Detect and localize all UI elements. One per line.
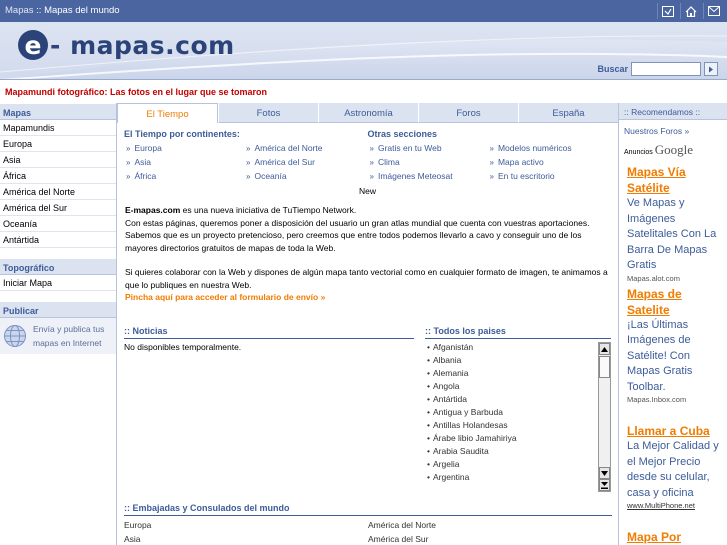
menu-title-continentes: El Tiempo por continentes: bbox=[124, 129, 240, 139]
menu-link-modelos[interactable]: » Modelos numéricos bbox=[488, 143, 588, 156]
scroll-up-button[interactable] bbox=[599, 343, 610, 355]
intro-line1: es una nueva iniciativa de TuTiempo Network. bbox=[180, 205, 357, 215]
logo-badge: e bbox=[18, 30, 48, 60]
scroll-thumb[interactable] bbox=[599, 356, 610, 378]
sidebar-item-africa[interactable]: África bbox=[0, 168, 116, 184]
menu-link-clima[interactable]: » Clima bbox=[368, 157, 488, 170]
arrow-right-icon bbox=[708, 66, 714, 73]
recomendamos-header: :: Recomendamos :: bbox=[619, 103, 727, 120]
left-sidebar bbox=[0, 103, 116, 545]
list-item[interactable]: • Antártida bbox=[425, 394, 611, 407]
menu-link-america-sur[interactable]: » América del Sur bbox=[244, 157, 344, 170]
new-label: New bbox=[358, 186, 376, 196]
paises-panel bbox=[425, 326, 611, 492]
tab-espana[interactable]: España bbox=[518, 103, 618, 123]
main-content bbox=[116, 103, 619, 545]
arrow-down-icon bbox=[601, 471, 608, 476]
intro-brand: E-mapas.com bbox=[125, 205, 181, 215]
list-item[interactable]: • Antigua y Barbuda bbox=[425, 407, 611, 420]
menu-link-europa[interactable]: » Europa bbox=[124, 143, 244, 156]
menu-link-africa[interactable]: » África bbox=[124, 171, 244, 184]
list-item[interactable]: • Argelia bbox=[425, 459, 611, 472]
logo-text: - mapas.com bbox=[50, 30, 235, 60]
search-go-button[interactable] bbox=[704, 62, 718, 76]
tab-el-tiempo[interactable]: El Tiempo bbox=[117, 103, 218, 123]
menu-link-asia[interactable]: » Asia bbox=[124, 157, 244, 170]
list-item[interactable]: • Argentina bbox=[425, 472, 611, 485]
noticias-panel bbox=[124, 326, 414, 352]
submit-form-link[interactable]: Pincha aquí para acceder al formulario de envío » bbox=[125, 292, 326, 302]
site-header bbox=[0, 22, 727, 80]
list-item[interactable]: • Antillas Holandesas bbox=[425, 420, 611, 433]
sidebar-item-antartida[interactable]: Antártida bbox=[0, 232, 116, 248]
search-input[interactable] bbox=[631, 62, 701, 76]
list-item[interactable]: • Angola bbox=[425, 381, 611, 394]
embajadas-link-america-norte[interactable]: América del Norte bbox=[368, 520, 437, 530]
publicar-text: Envía y publica tus mapas en Internet bbox=[33, 324, 105, 348]
promo-banner-link[interactable]: Mapamundi fotográfico: Las fotos en el lugar que se tomaron bbox=[5, 87, 268, 97]
sidebar-item-america-norte[interactable]: América del Norte bbox=[0, 184, 116, 200]
ad-item[interactable] bbox=[619, 511, 727, 545]
intro-text bbox=[117, 200, 618, 304]
mail-icon[interactable] bbox=[703, 3, 723, 19]
arrow-up-icon bbox=[601, 347, 608, 352]
breadcrumb-current: Mapas del mundo bbox=[44, 5, 120, 16]
breadcrumb-separator: :: bbox=[36, 5, 42, 16]
sidebar-item-america-sur[interactable]: América del Sur bbox=[0, 200, 116, 216]
list-item[interactable]: • Alemania bbox=[425, 368, 611, 381]
search-label: Buscar bbox=[597, 64, 628, 74]
sidebar-item-mapamundis[interactable]: Mapamundis bbox=[0, 120, 116, 136]
globe-icon bbox=[3, 324, 27, 348]
embajadas-link-europa[interactable]: Europa bbox=[124, 520, 152, 530]
search-form bbox=[597, 62, 718, 76]
menu-otras-secciones bbox=[368, 129, 612, 186]
publicar-promo[interactable] bbox=[0, 318, 116, 354]
menu-title-otras: Otras secciones bbox=[367, 129, 438, 139]
ad-url[interactable]: Mapas.alot.com bbox=[627, 273, 680, 283]
arrow-down-end-icon bbox=[601, 482, 608, 489]
nuestros-foros-link[interactable]: Nuestros Foros » bbox=[624, 126, 690, 136]
menu-tiempo-continentes bbox=[124, 129, 368, 186]
sidebar-item-oceania[interactable]: Oceanía bbox=[0, 216, 116, 232]
paises-list[interactable] bbox=[425, 342, 611, 492]
menu-link-gratis-web[interactable]: » Gratis en tu Web bbox=[368, 143, 488, 156]
sidebar-item-europa[interactable]: Europa bbox=[0, 136, 116, 152]
sidebar-item-asia[interactable]: Asia bbox=[0, 152, 116, 168]
intro-paragraph-1: Con estas páginas, queremos poner a disposición del usuario un gran atlas mundial que cuenta con vuestras aportaciones. Sabemos que es un proyecto pretencioso, pero creemos que entre todos podemos llevarlo a cavo y conseguir uno de los mayores directorios gratuitos de mapas de toda la Web. bbox=[125, 217, 590, 253]
info-panels bbox=[117, 323, 620, 493]
ad-title[interactable]: Mapas de Satelite bbox=[627, 286, 682, 317]
embajadas-title: :: Embajadas y Consulados del mundo bbox=[124, 503, 612, 516]
site-logo[interactable] bbox=[18, 30, 235, 60]
sidebar-section-mapas: Mapas bbox=[0, 103, 116, 120]
ad-item[interactable] bbox=[619, 284, 727, 406]
noticias-title: :: Noticias bbox=[124, 326, 414, 339]
ad-description: ¡Las Últimas Imágenes de Satélite! Con Mapas Gratis Toolbar. bbox=[627, 318, 693, 393]
tab-astronomia[interactable]: Astronomía bbox=[318, 103, 418, 123]
embajadas-link-america-sur[interactable]: América del Sur bbox=[368, 534, 429, 544]
ad-url[interactable]: www.MultiPhone.net bbox=[627, 501, 695, 510]
scroll-down-button[interactable] bbox=[599, 467, 610, 479]
sidebar-section-publicar: Publicar bbox=[0, 301, 116, 318]
breadcrumb bbox=[5, 5, 120, 16]
paises-scrollbar[interactable] bbox=[598, 342, 611, 492]
intro-paragraph-2: Si quieres colaborar con la Web y dispones de algún mapa tanto vectorial como en cualquier formato de imagen, te animamos a que lo publiques en nuestra Web. bbox=[125, 267, 608, 290]
paises-title: :: Todos los paises bbox=[425, 326, 611, 339]
top-icons bbox=[657, 3, 723, 19]
sidebar-section-topografico: Topográfico bbox=[0, 258, 116, 275]
embajadas-panel bbox=[124, 503, 612, 545]
anuncios-google[interactable] bbox=[619, 142, 727, 158]
home-icon[interactable] bbox=[680, 3, 700, 19]
anuncios-label: Anuncios bbox=[624, 149, 653, 156]
ad-item[interactable] bbox=[619, 158, 727, 284]
list-item[interactable]: • Arabia Saudita bbox=[425, 446, 611, 459]
list-item[interactable]: • Árabe libio Jamahiriya bbox=[425, 433, 611, 446]
ad-description: La Mejor Calidad y el Mejor Precio desde su celular, casa y oficina bbox=[627, 440, 719, 499]
menu-link-oceania[interactable]: » Oceanía bbox=[244, 171, 344, 184]
scroll-end-button[interactable] bbox=[599, 479, 610, 491]
embajadas-link-asia[interactable]: Asia bbox=[124, 534, 141, 544]
ad-description: Ve Mapas y Imágenes Satelitales Con La Barra De Mapas Gratis bbox=[627, 197, 717, 271]
menu-link-mapa-activo[interactable]: » Mapa activo bbox=[488, 157, 588, 170]
list-item[interactable]: • Albania bbox=[425, 355, 611, 368]
noticias-body: No disponibles temporalmente. bbox=[124, 342, 242, 352]
tab-foros[interactable]: Foros bbox=[418, 103, 518, 123]
list-item[interactable]: • Afganistán bbox=[425, 342, 611, 355]
ad-item[interactable] bbox=[619, 405, 727, 511]
breadcrumb-home-link[interactable]: Mapas bbox=[5, 5, 34, 16]
tab-bar bbox=[117, 103, 618, 123]
top-bar bbox=[0, 0, 727, 22]
right-sidebar bbox=[619, 103, 727, 545]
menu-link-escritorio[interactable]: » En tu escritorio bbox=[488, 171, 588, 184]
ad-url[interactable]: Mapas.Inbox.com bbox=[627, 395, 687, 404]
ad-title[interactable]: Mapa Por bbox=[627, 530, 682, 544]
window-icon[interactable] bbox=[657, 3, 677, 19]
ad-title[interactable]: Mapas Vía Satélite bbox=[627, 165, 686, 195]
tab-menus bbox=[117, 123, 618, 186]
google-logo: Google bbox=[654, 142, 694, 157]
menu-link-meteosat[interactable]: » Imágenes Meteosat bbox=[368, 171, 488, 184]
tab-fotos[interactable]: Fotos bbox=[218, 103, 318, 123]
menu-link-america-norte[interactable]: » América del Norte bbox=[244, 143, 344, 156]
sidebar-item-iniciar-mapa[interactable]: Iniciar Mapa bbox=[0, 275, 116, 291]
ad-title[interactable]: Llamar a Cuba bbox=[627, 424, 710, 438]
